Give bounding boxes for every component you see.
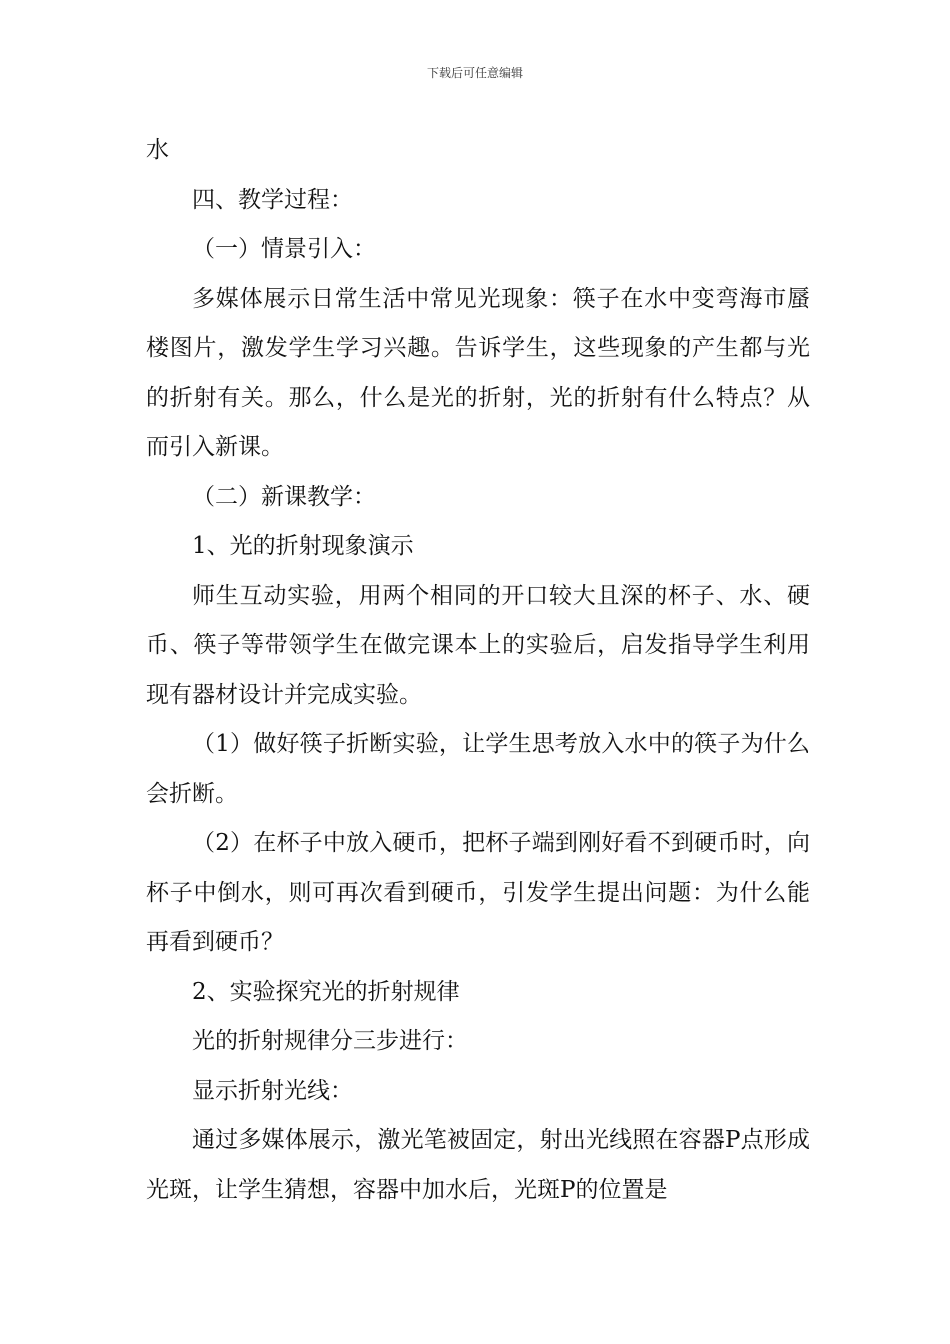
item-heading-refraction-law: 2、实验探究光的折射规律 [192, 978, 460, 1005]
paragraph-chopsticks-experiment: （1）做好筷子折断实验，让学生思考放入水中的筷子为什么会折断。 [146, 731, 810, 807]
page-header: 下载后可任意编辑 [426, 66, 523, 80]
paragraph-three-steps: 光的折射规律分三步进行： [192, 1028, 468, 1054]
paragraph-interactive-experiment: 师生互动实验，用两个相同的开口较大且深的杯子、水、硬币、筷子等带领学生在做完课本上的实验后，启发指导学生利用现有器材设计并完成实验。 [146, 582, 810, 708]
subsection-heading-new-lesson: （二）新课教学： [192, 483, 376, 510]
section-heading-teaching-process: 四、教学过程： [192, 186, 353, 213]
paragraph-multimedia-display: 多媒体展示日常生活中常见光现象：筷子在水中变弯海市蜃楼图片，激发学生学习兴趣。告诉学生，这些现象的产生都与光的折射有关。那么，什么是光的折射，光的折射有什么特点？从而引入新课。 [146, 285, 810, 460]
paragraph-laser-demo: 通过多媒体展示，激光笔被固定，射出光线照在容器P点形成光斑，让学生猜想，容器中加水后，光斑P的位置是 [146, 1127, 810, 1203]
document-body [146, 126, 810, 1215]
subsection-heading-scenario-intro: （一）情景引入： [192, 236, 376, 262]
item-heading-refraction-demo: 1、光的折射现象演示 [192, 533, 414, 559]
paragraph-coin-experiment: （2）在杯子中放入硬币，把杯子端到刚好看不到硬币时，向杯子中倒水，则可再次看到硬币，引发学生提出问题：为什么能再看到硬币？ [146, 830, 810, 955]
paragraph-continuation: 水 [146, 137, 169, 163]
paragraph-show-refracted-ray: 显示折射光线： [192, 1077, 353, 1104]
